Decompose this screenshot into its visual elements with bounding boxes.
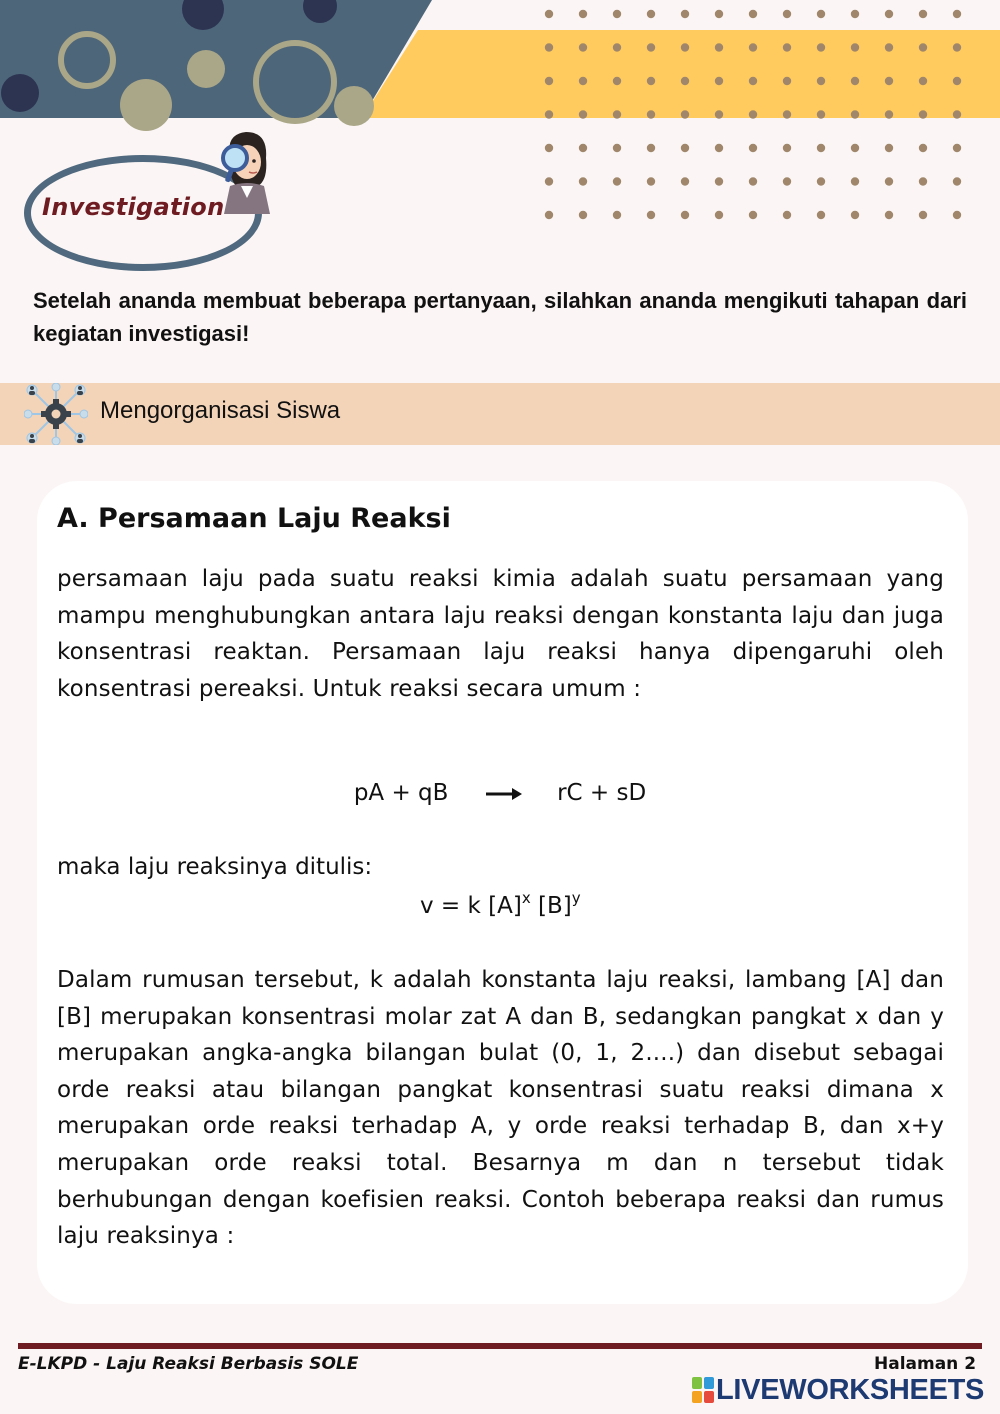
rate-eq-exponent-y: y (571, 889, 581, 907)
deco-dot (613, 43, 621, 51)
deco-dot (545, 110, 553, 118)
deco-dot (715, 43, 723, 51)
deco-dot (681, 77, 689, 85)
deco-dot (749, 10, 757, 18)
deco-dot (715, 77, 723, 85)
deco-dot (851, 144, 859, 152)
deco-dot (953, 177, 961, 185)
deco-dot (579, 177, 587, 185)
deco-dot (919, 177, 927, 185)
deco-dot (681, 211, 689, 219)
deco-dot (851, 177, 859, 185)
deco-dot (885, 211, 893, 219)
deco-dot (851, 211, 859, 219)
deco-dot (681, 144, 689, 152)
deco-dot (749, 144, 757, 152)
reaction-reactants: pA + qB (353, 780, 449, 806)
deco-dot (851, 77, 859, 85)
rate-equation (420, 889, 581, 919)
deco-dot (953, 110, 961, 118)
deco-dot (715, 144, 723, 152)
deco-dot (545, 10, 553, 18)
deco-dot (647, 77, 655, 85)
deco-dot (545, 43, 553, 51)
intro-instruction: Setelah ananda membuat beberapa pertanyaan, silahkan ananda mengikuti tahapan dari kegiatan investigasi! (33, 288, 967, 346)
deco-dot (613, 177, 621, 185)
deco-dot (817, 77, 825, 85)
deco-dot (885, 43, 893, 51)
deco-dot (817, 43, 825, 51)
deco-dot (647, 110, 655, 118)
rate-eq-part1: v = k [A] (420, 893, 522, 919)
deco-dot (817, 10, 825, 18)
deco-dot (545, 77, 553, 85)
deco-dot (647, 43, 655, 51)
deco-dot (919, 144, 927, 152)
deco-dot (579, 10, 587, 18)
deco-dot (613, 211, 621, 219)
deco-dot (885, 177, 893, 185)
deco-dot (545, 144, 553, 152)
deco-dot (783, 110, 791, 118)
reaction-products: rC + sD (557, 780, 647, 806)
deco-dot (749, 177, 757, 185)
deco-dot (647, 144, 655, 152)
deco-dot (885, 144, 893, 152)
deco-dot (647, 177, 655, 185)
deco-dot (953, 144, 961, 152)
deco-dot (545, 211, 553, 219)
deco-dot (817, 211, 825, 219)
deco-dot (817, 144, 825, 152)
deco-dot (851, 110, 859, 118)
footer-divider (18, 1343, 982, 1349)
paragraph-explanation: Dalam rumusan tersebut, k adalah konstanta laju reaksi, lambang [A] dan [B] merupakan konsentrasi molar zat A dan B, sedangkan pangkat x dan y merupakan angka-angka bilangan bulat (0, 1, 2....) dan disebut sebagai orde reaksi atau bilangan pangkat konsentrasi suatu reaksi dimana x merupakan orde reaksi terhadap A, y orde reaksi terhadap B, dan x+y merupakan orde reaksi total. Besarnya m dan n tersebut tidak berhubungan dengan koefisien reaksi. Contoh beberapa reaksi dan rumus laju reaksinya : (57, 967, 944, 1250)
deco-dot (715, 110, 723, 118)
deco-dot (783, 10, 791, 18)
deco-dot (783, 177, 791, 185)
deco-dot (613, 110, 621, 118)
deco-dot (919, 10, 927, 18)
rate-eq-part2: [B] (538, 893, 572, 919)
deco-dot (681, 10, 689, 18)
deco-dot (783, 77, 791, 85)
footer-document-title: E-LKPD - Laju Reaksi Berbasis SOLE (18, 1354, 359, 1374)
section-title: Mengorganisasi Siswa (100, 397, 341, 424)
deco-dot (715, 10, 723, 18)
deco-dot (579, 77, 587, 85)
deco-dot (919, 77, 927, 85)
deco-dot (851, 43, 859, 51)
deco-dot (885, 77, 893, 85)
reaction-equation (0, 780, 1000, 806)
deco-dot (783, 211, 791, 219)
deco-dot (715, 177, 723, 185)
deco-dot (953, 43, 961, 51)
liveworksheets-logo-icon[interactable] (692, 1377, 714, 1403)
deco-dot (681, 110, 689, 118)
deco-dot (749, 77, 757, 85)
deco-dot (817, 110, 825, 118)
deco-dot (647, 211, 655, 219)
footer-page-number: Halaman 2 (874, 1354, 977, 1374)
deco-dot (579, 43, 587, 51)
deco-dot (783, 43, 791, 51)
content-heading: A. Persamaan Laju Reaksi (57, 503, 451, 534)
deco-dot (953, 77, 961, 85)
deco-dot (851, 10, 859, 18)
deco-dot (579, 211, 587, 219)
deco-dot (579, 144, 587, 152)
deco-dot (579, 110, 587, 118)
paragraph-definition: persamaan laju pada suatu reaksi kimia adalah suatu persamaan yang mampu menghubungkan antara laju reaksi dengan konstanta laju dan juga konsentrasi reaktan. Persamaan laju reaksi hanya dipengaruhi oleh konsentrasi pereaksi. Untuk reaksi secara umum : (57, 566, 944, 702)
deco-dot (953, 10, 961, 18)
deco-dot (613, 77, 621, 85)
deco-dot (647, 10, 655, 18)
rate-eq-exponent-x: x (521, 889, 531, 907)
team-gear-icon (24, 383, 88, 445)
deco-dot (885, 10, 893, 18)
deco-dot (681, 43, 689, 51)
deco-dot (613, 10, 621, 18)
deco-dot (919, 43, 927, 51)
deco-dot (885, 110, 893, 118)
reaction-arrow-icon (486, 787, 522, 801)
deco-dot (953, 211, 961, 219)
magnifier-girl-icon (216, 128, 278, 214)
deco-dot (545, 177, 553, 185)
liveworksheets-brand[interactable]: LIVEWORKSHEETS (716, 1374, 985, 1406)
deco-dot (749, 110, 757, 118)
deco-dot (749, 211, 757, 219)
deco-dot (749, 43, 757, 51)
deco-dot (919, 211, 927, 219)
deco-dot (613, 144, 621, 152)
rate-intro-text: maka laju reaksinya ditulis: (57, 854, 373, 880)
deco-dot (919, 110, 927, 118)
deco-dot (783, 144, 791, 152)
deco-dot (715, 211, 723, 219)
deco-dot (681, 177, 689, 185)
deco-dot (817, 177, 825, 185)
badge-label: Investigation (42, 193, 225, 221)
